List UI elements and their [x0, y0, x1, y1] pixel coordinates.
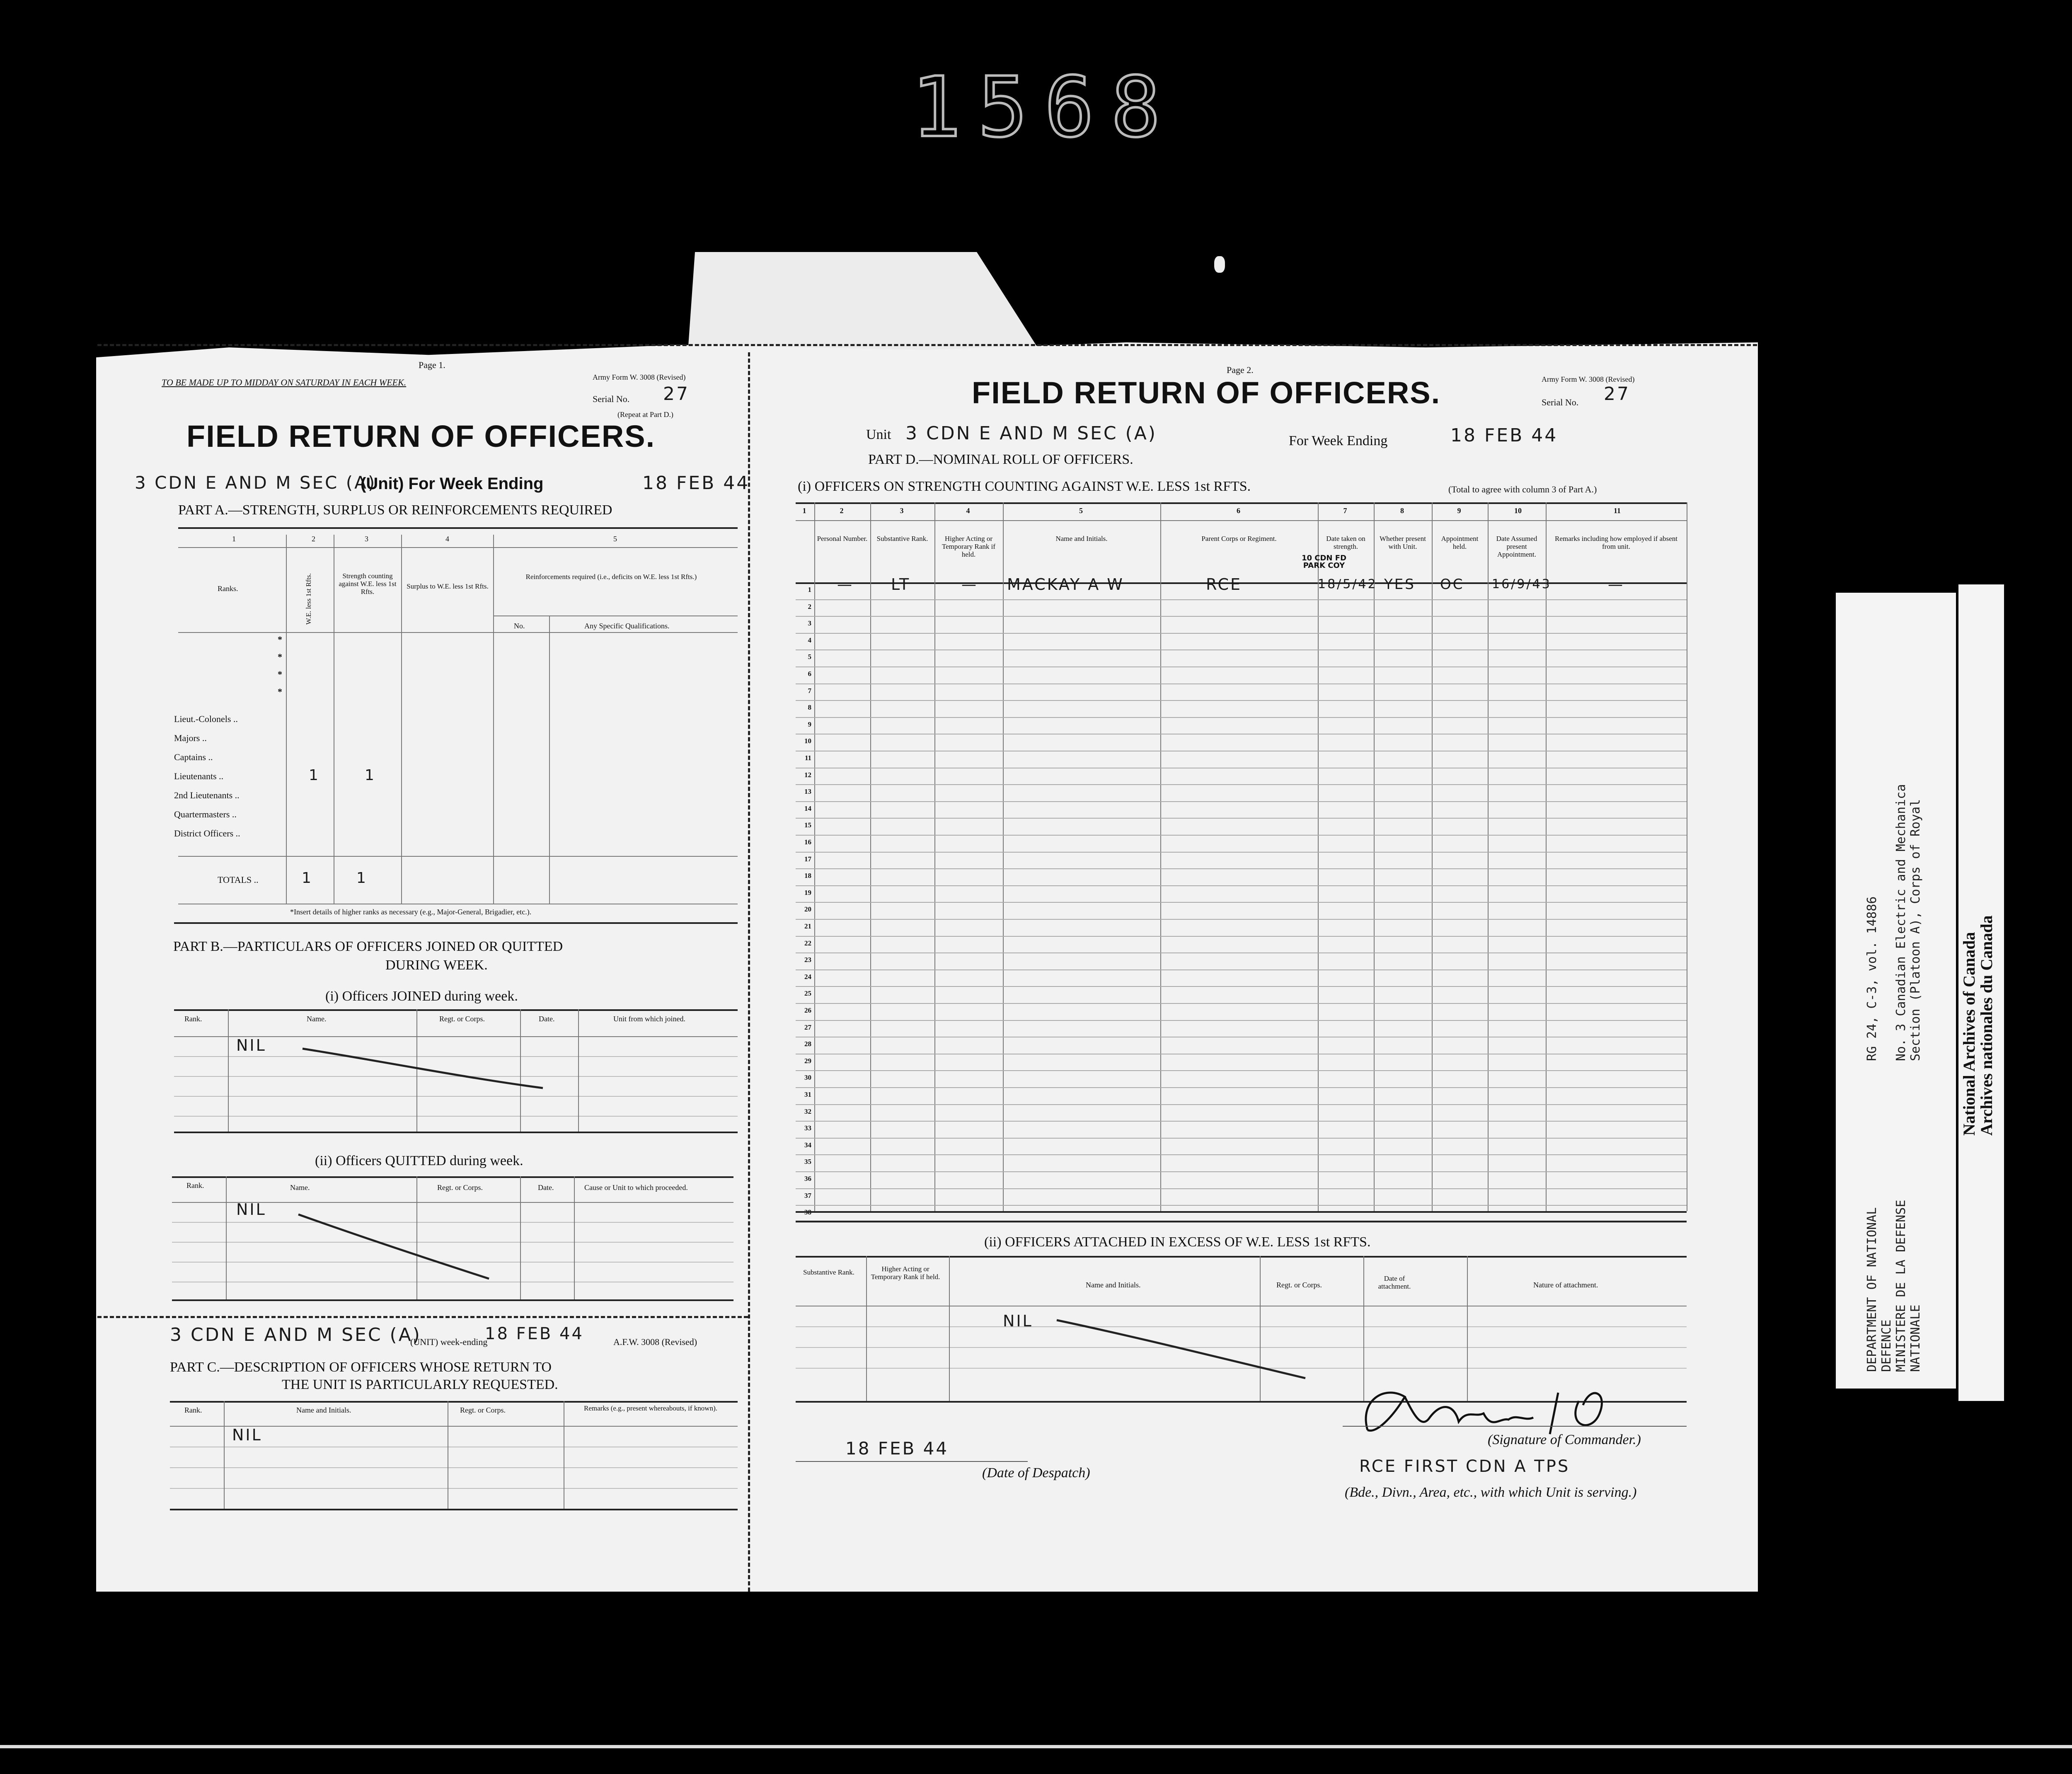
partA-col1: 1: [232, 535, 236, 543]
vline: [224, 1401, 225, 1509]
partD-col-head: Personal Number.: [817, 535, 868, 543]
page1-week-ending: 18 FEB 44: [642, 473, 750, 494]
rule: [174, 1009, 738, 1011]
row1-remarks: —: [1608, 576, 1624, 593]
partD-row-number: 14: [804, 804, 811, 812]
page2-unit-label: Unit: [866, 427, 891, 442]
partD-row-number: 26: [804, 1006, 811, 1014]
partD-row-rule: [796, 633, 1687, 634]
partD-col-number: 7: [1343, 507, 1347, 515]
partD-row-rule: [796, 801, 1687, 802]
vline: [520, 1176, 521, 1299]
partC-nil: NIL: [232, 1426, 262, 1444]
partD-col-head: Date taken on strength.: [1326, 535, 1365, 550]
desc-line1: No. 3 Canadian Electric and Mechanica: [1894, 784, 1908, 1061]
rank-qm: Quartermasters ..: [174, 809, 237, 819]
partD-row-rule: [796, 1205, 1687, 1206]
partA-col4: 4: [445, 535, 449, 543]
partA-we-head: W.E. less 1st Rfts.: [305, 573, 312, 625]
partD-row-rule: [796, 852, 1687, 853]
perforation-part-c: [97, 1316, 748, 1318]
formation-value: RCE FIRST CDN A TPS: [1359, 1457, 1570, 1476]
row1-annot: 10 CDN FD PARK COY: [1301, 554, 1347, 570]
row1-date-tos: 18/5/42: [1318, 577, 1377, 591]
partC-title-1: PART C.—DESCRIPTION OF OFFICERS WHOSE RETURN TO: [170, 1360, 552, 1375]
rule: [170, 1467, 738, 1468]
partA-strength-head: Strength counting against W.E. less 1st Rfts.: [339, 572, 397, 596]
partA-top-rule: [178, 527, 738, 529]
partD-row-number: 23: [804, 956, 811, 964]
row1-name: MACKAY A W: [1007, 575, 1124, 594]
rule: [796, 1256, 1687, 1258]
section-i-note: (Total to agree with column 3 of Part A.): [1448, 484, 1597, 494]
partD-row-rule: [796, 700, 1687, 701]
archives-fr: Archives nationales du Canada: [1977, 915, 1996, 1136]
partC-col-name: Name and Initials.: [296, 1406, 351, 1414]
signature-label: (Signature of Commander.): [1488, 1432, 1641, 1447]
partA-vline: [493, 535, 494, 904]
archive-ref: RG 24, C-3, vol. 14886: [1865, 896, 1879, 1061]
page2-unit-value: 3 CDN E AND M SEC (A): [905, 423, 1157, 444]
partD-row-rule: [796, 1138, 1687, 1139]
rule: [174, 1132, 738, 1133]
rule: [796, 1221, 1687, 1222]
partA-col5: 5: [613, 535, 617, 543]
partD-row-number: 1: [808, 586, 811, 594]
partD-row-rule: [796, 986, 1687, 987]
page1-unit-value: 3 CDN E AND M SEC (A): [135, 473, 377, 493]
totals-strength: 1: [356, 870, 368, 887]
partD-col-number: 2: [840, 507, 844, 515]
quitted-title: (ii) Officers QUITTED during week.: [315, 1153, 523, 1168]
vline: [578, 1009, 579, 1132]
row1-acting: —: [961, 576, 978, 593]
partD-row-rule: [796, 1104, 1687, 1105]
partD-col-number: 5: [1079, 507, 1083, 515]
partA-col2: 2: [312, 535, 315, 543]
partD-row-rule: [796, 818, 1687, 819]
joined-col-unit: Unit from which joined.: [613, 1015, 685, 1023]
joined-nil: NIL: [236, 1036, 266, 1054]
page2-week-label: For Week Ending: [1289, 433, 1388, 448]
page1-unit-label: (Unit) For Week Ending: [361, 475, 544, 493]
partD-row-rule: [796, 885, 1687, 886]
partD-row-number: 29: [804, 1057, 811, 1065]
vline: [574, 1176, 575, 1299]
partD-row-number: 13: [804, 788, 811, 796]
partA-surplus-head: Surplus to W.E. less 1st Rfts.: [407, 582, 489, 590]
rule: [178, 632, 738, 633]
partD-row-number: 36: [804, 1175, 811, 1183]
partD-col-head: Parent Corps or Regiment.: [1201, 535, 1277, 543]
partA-vline: [401, 535, 402, 904]
dept-line4: NATIONALE: [1908, 1304, 1923, 1372]
partD-row-number: 32: [804, 1107, 811, 1115]
lieutenants-strength: 1: [365, 767, 376, 784]
partD-row-number: 16: [804, 838, 811, 846]
rank-2nd-lts: 2nd Lieutenants ..: [174, 790, 240, 800]
sec2-col-date: Date of attachment.: [1378, 1275, 1411, 1290]
sec2-col-rank: Substantive Rank.: [803, 1268, 854, 1276]
sec2-col-name: Name and Initials.: [1086, 1281, 1141, 1289]
joined-col-regt: Regt. or Corps.: [439, 1015, 485, 1023]
partC-week-ending: 18 FEB 44: [485, 1324, 584, 1343]
partA-qual-head: Any Specific Qualifications.: [584, 622, 670, 630]
partD-row-number: 28: [804, 1040, 811, 1048]
partD-row-number: 4: [808, 636, 811, 644]
rule: [170, 1488, 738, 1489]
rule: [1343, 1426, 1687, 1427]
partD-row-rule: [796, 919, 1687, 920]
perforation-top: [97, 344, 1757, 346]
rule: [178, 547, 738, 548]
partD-col-number: 8: [1400, 507, 1404, 515]
vline: [866, 1256, 867, 1401]
sec2-col-acting: Higher Acting or Temporary Rank if held.: [871, 1265, 940, 1281]
partD-col-head: Whether present with Unit.: [1380, 535, 1426, 550]
partD-row-rule: [796, 1020, 1687, 1021]
quitted-col-rank: Rank.: [186, 1181, 204, 1190]
partD-row-number: 33: [804, 1124, 811, 1132]
quitted-nil: NIL: [236, 1200, 266, 1219]
quitted-col-date: Date.: [538, 1183, 554, 1192]
rank-captains: Captains ..: [174, 752, 213, 762]
page1-form-no: Army Form W. 3008 (Revised): [593, 373, 686, 381]
rule: [796, 1211, 1687, 1213]
partD-col-number: 1: [802, 507, 806, 515]
vline: [226, 1176, 227, 1299]
rule: [174, 922, 738, 924]
partC-unit-value: 3 CDN E AND M SEC (A): [170, 1324, 421, 1345]
rule: [172, 1299, 733, 1301]
partA-title: PART A.—STRENGTH, SURPLUS OR REINFORCEMENTS REQUIRED: [178, 502, 612, 518]
page1-serial-label: Serial No.: [593, 394, 630, 404]
rank-ltcol: Lieut.-Colonels ..: [174, 714, 238, 724]
partA-no-head: No.: [514, 622, 525, 630]
partD-row-number: 3: [808, 619, 811, 628]
partD-col-number: 3: [900, 507, 904, 515]
totals-we: 1: [302, 870, 313, 887]
dept-line3: MINISTERE DE LA DEFENSE: [1894, 1200, 1908, 1372]
despatch-date: 18 FEB 44: [845, 1438, 949, 1459]
partC-unit-label: (UNIT) week-ending: [410, 1337, 488, 1347]
sec2-nil: NIL: [1003, 1312, 1033, 1330]
partA-footnote: *Insert details of higher ranks as necessary (e.g., Major-General, Brigadier, etc.).: [290, 908, 532, 916]
partC-col-remarks: Remarks (e.g., present whereabouts, if known).: [584, 1404, 717, 1412]
partD-row-rule: [796, 784, 1687, 785]
row1-personal: —: [837, 576, 854, 593]
rule: [170, 1509, 738, 1510]
page1-serial-note: (Repeat at Part D.): [617, 410, 673, 419]
quitted-col-name: Name.: [290, 1183, 310, 1192]
partD-row-rule: [796, 1070, 1687, 1071]
partD-row-number: 11: [804, 754, 811, 762]
partD-row-rule: [796, 835, 1687, 836]
paper-flap: [688, 252, 1040, 351]
page2-title: FIELD RETURN OF OFFICERS.: [972, 376, 1441, 410]
partD-row-number: 7: [808, 686, 811, 695]
archives-en: National Archives of Canada: [1960, 932, 1978, 1136]
joined-col-date: Date.: [539, 1015, 555, 1023]
rule: [174, 1096, 738, 1097]
rule: [796, 502, 1687, 504]
partD-row-number: 30: [804, 1074, 811, 1082]
page1-title: FIELD RETURN OF OFFICERS.: [186, 419, 656, 453]
partD-row-number: 15: [804, 821, 811, 829]
partD-row-rule: [796, 868, 1687, 869]
partD-col-number: 4: [966, 507, 970, 515]
partD-row-rule: [796, 1171, 1687, 1172]
row1-present: YES: [1384, 576, 1416, 593]
rank-district: District Officers ..: [174, 828, 240, 839]
page2-form-no: Army Form W. 3008 (Revised): [1542, 375, 1635, 383]
row1-corps: RCE: [1206, 575, 1242, 594]
partD-row-number: 8: [808, 703, 811, 712]
partD-row-rule: [796, 649, 1687, 650]
partD-row-rule: [796, 616, 1687, 617]
partD-row-rule: [796, 969, 1687, 970]
section-ii-title: (ii) OFFICERS ATTACHED IN EXCESS OF W.E. LESS 1st RFTS.: [984, 1234, 1371, 1250]
partC-title-2: THE UNIT IS PARTICULARLY REQUESTED.: [282, 1377, 558, 1392]
row1-appt: OC: [1440, 576, 1464, 593]
page2-label: Page 2.: [1227, 365, 1254, 375]
rule: [796, 1461, 1028, 1462]
partA-ranks-head: Ranks.: [218, 584, 238, 593]
joined-col-rank: Rank.: [184, 1015, 202, 1023]
page2-week-ending: 18 FEB 44: [1450, 425, 1558, 446]
rule: [178, 856, 738, 857]
partD-row-number: 19: [804, 888, 811, 897]
page2-serial-value: 27: [1604, 383, 1630, 405]
partD-row-rule: [796, 717, 1687, 718]
partC-form-ref: A.F.W. 3008 (Revised): [613, 1337, 697, 1347]
rule: [170, 1401, 738, 1403]
partD-col-head: Higher Acting or Temporary Rank if held.: [942, 535, 996, 558]
star: *: [278, 652, 282, 662]
joined-nil-stroke: [298, 1045, 547, 1094]
star: *: [278, 669, 282, 679]
partA-reinf-head: Reinforcements required (i.e., deficits on W.E. less 1st Rfts.): [525, 573, 697, 581]
section-i-title: (i) OFFICERS ON STRENGTH COUNTING AGAINST W.E. LESS 1st RFTS.: [798, 479, 1251, 494]
partA-vline: [549, 616, 550, 904]
partD-row-rule: [796, 902, 1687, 903]
sec2-col-nature: Nature of attachment.: [1533, 1281, 1598, 1289]
page1-instruction: TO BE MADE UP TO MIDDAY ON SATURDAY IN EACH WEEK.: [162, 377, 407, 388]
partD-row-number: 34: [804, 1141, 811, 1149]
partD-row-number: 20: [804, 905, 811, 914]
partD-row-rule: [796, 1003, 1687, 1004]
desc-line2: Section (Platoon A), Corps of Royal: [1908, 799, 1923, 1061]
partD-row-number: 12: [804, 771, 811, 779]
sec2-col-regt: Regt. or Corps.: [1276, 1281, 1322, 1289]
dept-line1: DEPARTMENT OF NATIONAL: [1865, 1207, 1879, 1372]
perforation-center: [748, 352, 750, 1592]
film-edge: [0, 1745, 2072, 1748]
partD-row-rule: [796, 1188, 1687, 1189]
joined-title: (i) Officers JOINED during week.: [325, 989, 518, 1004]
rule: [796, 520, 1687, 521]
partC-col-rank: Rank.: [184, 1406, 202, 1414]
partD-col-head: Appointment held.: [1441, 535, 1479, 550]
partD-row-number: 22: [804, 939, 811, 947]
despatch-label: (Date of Despatch): [982, 1465, 1090, 1481]
partD-row-rule: [796, 1154, 1687, 1155]
partD-row-rule: [796, 936, 1687, 937]
speck: [1214, 256, 1225, 273]
partD-title: PART D.—NOMINAL ROLL OF OFFICERS.: [868, 452, 1133, 467]
star: *: [278, 686, 282, 697]
rule: [172, 1176, 733, 1178]
frame-number: 1568: [911, 59, 1177, 156]
partD-col-head: Substantive Rank.: [876, 535, 928, 543]
partA-vline: [286, 535, 287, 904]
partD-row-number: 2: [808, 602, 811, 611]
quitted-col-cause: Cause or Unit to which proceeded.: [584, 1183, 688, 1192]
partD-col-number: 6: [1237, 507, 1240, 515]
partD-row-number: 18: [804, 872, 811, 880]
quitted-col-regt: Regt. or Corps.: [437, 1183, 483, 1192]
dept-line2: DEFENCE: [1879, 1319, 1894, 1372]
rank-majors: Majors ..: [174, 733, 207, 743]
partB-title-2: DURING WEEK.: [385, 957, 488, 973]
rule: [174, 1116, 738, 1117]
partD-row-number: 10: [804, 737, 811, 745]
partA-col3: 3: [365, 535, 368, 543]
partD-row-number: 21: [804, 922, 811, 930]
totals-label: TOTALS ..: [218, 875, 259, 885]
star: *: [278, 634, 282, 645]
partD-row-rule: [796, 666, 1687, 667]
partD-row-number: 5: [808, 653, 811, 661]
partD-row-number: 17: [804, 855, 811, 863]
partD-col-number: 10: [1514, 507, 1522, 515]
rank-lieutenants: Lieutenants ..: [174, 771, 224, 781]
partD-row-rule: [796, 683, 1687, 684]
partD-row-number: 31: [804, 1091, 811, 1098]
partD-col-head: Remarks including how employed if absent from unit.: [1554, 535, 1678, 550]
partD-row-rule: [796, 599, 1687, 600]
page1-label: Page 1.: [419, 360, 445, 370]
partD-row-rule: [796, 1121, 1687, 1122]
partD-col-number: 11: [1614, 507, 1621, 515]
lieutenants-we: 1: [309, 767, 320, 784]
partD-col-number: 9: [1457, 507, 1461, 515]
partD-row-number: 6: [808, 670, 811, 678]
partD-row-number: 24: [804, 972, 811, 981]
partD-row-number: 37: [804, 1191, 811, 1200]
row1-rank: LT: [891, 575, 911, 594]
quitted-nil-stroke: [294, 1210, 493, 1281]
joined-col-name: Name.: [307, 1015, 327, 1023]
sec2-nil-stroke: [1053, 1316, 1310, 1382]
partD-col-head: Name and Initials.: [1055, 535, 1108, 543]
partD-row-rule: [796, 952, 1687, 953]
vline: [949, 1256, 950, 1401]
page1-serial-value: 27: [663, 383, 690, 405]
partD-row-number: 35: [804, 1158, 811, 1166]
partD-col-head: Date Assumed present Appointment.: [1496, 535, 1537, 558]
vline: [228, 1009, 229, 1132]
partC-col-regt: Regt. or Corps.: [460, 1406, 506, 1414]
row1-date-appt: 16/9/43: [1492, 577, 1552, 591]
partD-row-number: 27: [804, 1023, 811, 1031]
page2-serial-label: Serial No.: [1542, 397, 1579, 407]
partD-row-number: 9: [808, 720, 811, 728]
partD-row-rule: [796, 1087, 1687, 1088]
partB-title-1: PART B.—PARTICULARS OF OFFICERS JOINED OR QUITTED: [173, 939, 563, 954]
formation-label: (Bde., Divn., Area, etc., with which Unit is serving.): [1345, 1485, 1637, 1500]
partD-row-number: 25: [804, 989, 811, 998]
